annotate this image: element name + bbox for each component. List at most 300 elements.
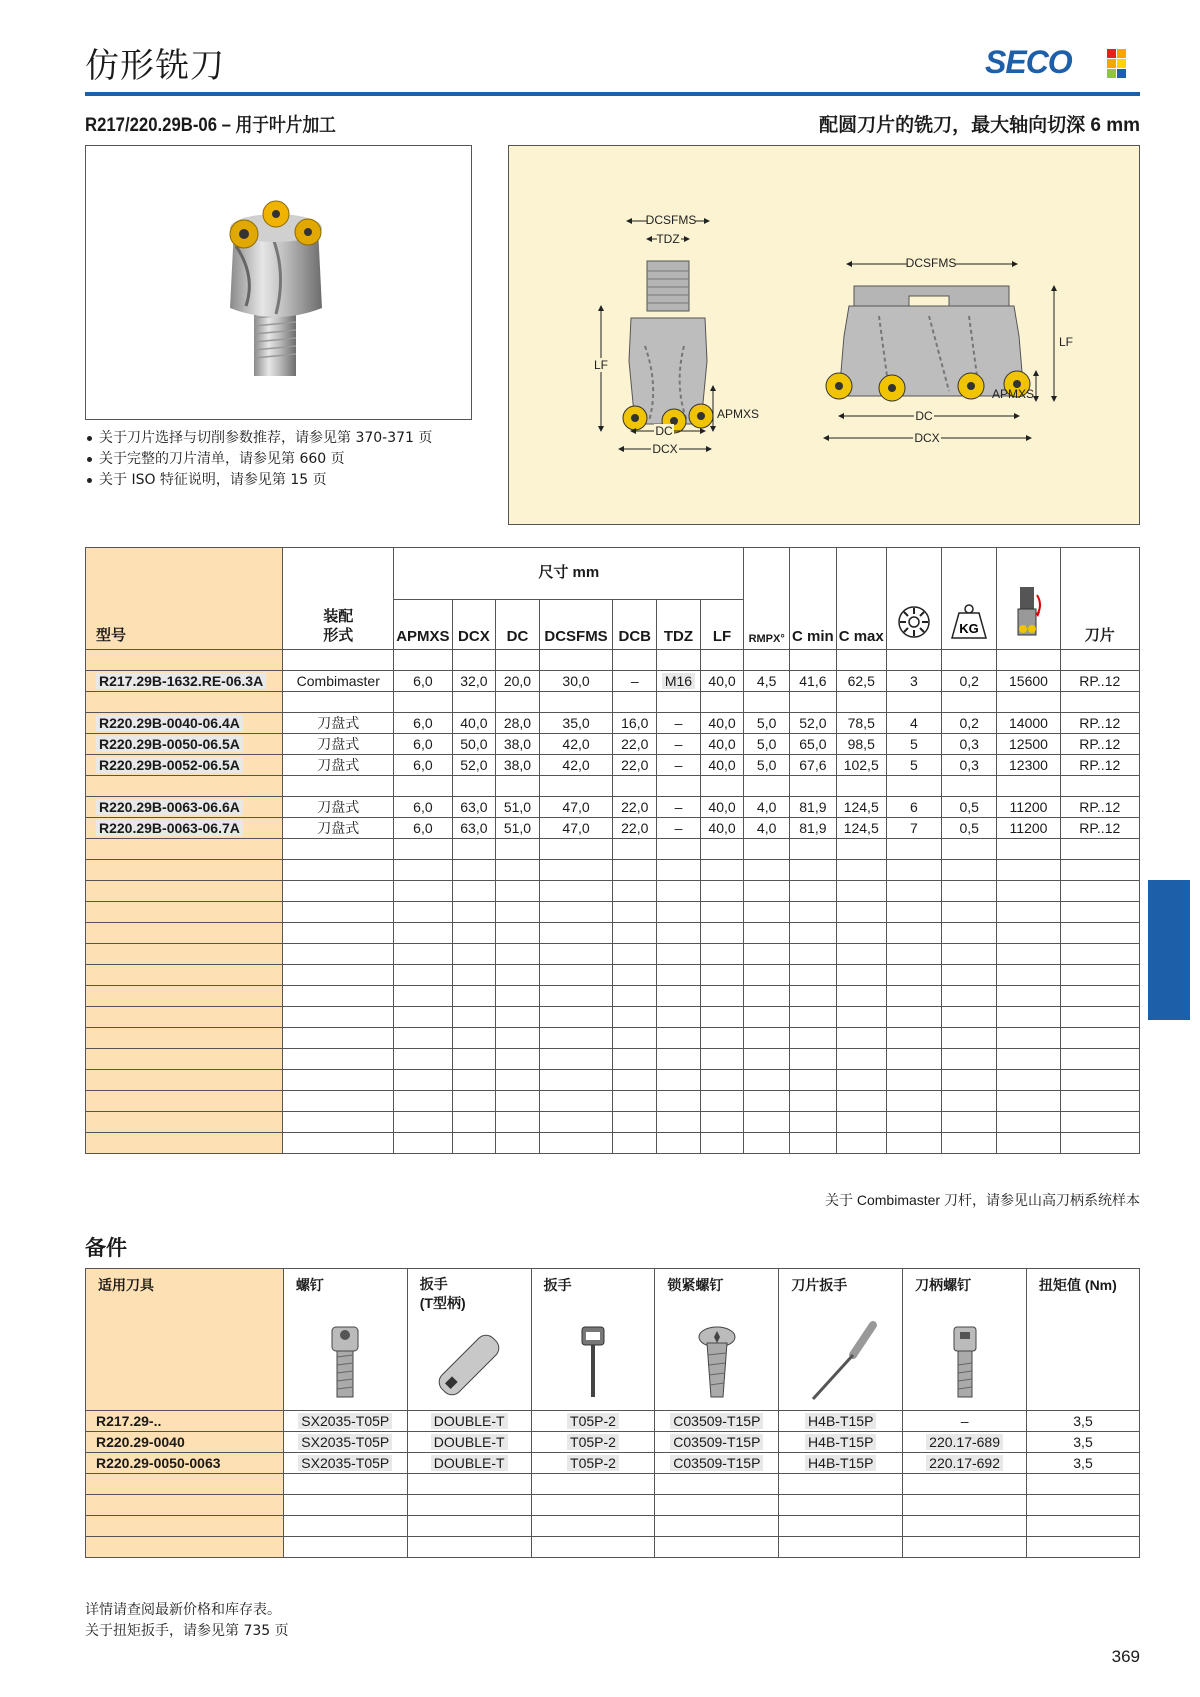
cell-dcb bbox=[613, 755, 657, 776]
empty-row bbox=[86, 1474, 1140, 1495]
spare-cell-wrench bbox=[531, 1432, 655, 1453]
cell-insert bbox=[1060, 650, 1139, 671]
cell-apmxs bbox=[394, 944, 452, 965]
cell-insert bbox=[1060, 1091, 1139, 1112]
empty-row bbox=[86, 881, 1140, 902]
cell-text: 40,0 bbox=[708, 715, 736, 731]
cell-text: 12300 bbox=[1009, 757, 1048, 773]
cell-apmxs bbox=[394, 650, 452, 671]
spare-header-insert-key bbox=[779, 1269, 903, 1411]
cell-text: 40,0 bbox=[708, 757, 736, 773]
cell-text: 22,0 bbox=[621, 736, 649, 752]
cell-z bbox=[886, 923, 941, 944]
header-lf: LF bbox=[700, 600, 743, 650]
cell-lf bbox=[700, 839, 743, 860]
dimension-diagram bbox=[508, 145, 1140, 525]
cell-dcsfms bbox=[539, 965, 613, 986]
spare-cell-wrench bbox=[531, 1453, 655, 1474]
spare-cell-torque bbox=[1027, 1432, 1140, 1453]
cell-text: 4,0 bbox=[756, 820, 777, 836]
cell-text: 5 bbox=[909, 757, 918, 773]
cell-text: 5 bbox=[909, 736, 918, 752]
cell-cmin bbox=[790, 1112, 837, 1133]
cell-lf bbox=[700, 1007, 743, 1028]
cell-text: 102,5 bbox=[843, 757, 879, 773]
cell-dcx bbox=[452, 818, 496, 839]
combimaster-note: 关于 Combimaster 刀杆，请参见山高刀柄系统样本 bbox=[824, 1192, 1140, 1208]
diagram-label-lf-right: LF bbox=[1059, 335, 1074, 349]
spare-row bbox=[86, 1432, 1140, 1453]
cell-dcb bbox=[613, 881, 657, 902]
spare-cell-shank-screw bbox=[903, 1453, 1027, 1474]
cell-cmax bbox=[836, 839, 886, 860]
cell-cmax bbox=[836, 1049, 886, 1070]
cell-cmax bbox=[836, 1091, 886, 1112]
header-dc: DC bbox=[496, 600, 539, 650]
cell-text: 47,0 bbox=[562, 799, 590, 815]
cell-dcsfms bbox=[539, 818, 613, 839]
header-teeth bbox=[886, 548, 941, 650]
cell-dcb bbox=[613, 1091, 657, 1112]
cell-kg bbox=[941, 944, 996, 965]
cell-rpm bbox=[997, 944, 1060, 965]
spare-cell-screw bbox=[283, 1474, 407, 1495]
spare-cell-screw bbox=[283, 1453, 407, 1474]
cell-cmax bbox=[836, 1028, 886, 1049]
header-apmxs: APMXS bbox=[394, 600, 452, 650]
cell-tdz bbox=[657, 797, 701, 818]
cell-tdz bbox=[657, 776, 701, 797]
cell-dc bbox=[496, 1049, 539, 1070]
cell-text: 0,2 bbox=[959, 715, 979, 731]
cell-dcx bbox=[452, 692, 496, 713]
cell-dcx bbox=[452, 1049, 496, 1070]
cell-cmax bbox=[836, 650, 886, 671]
cell-text: M16 bbox=[662, 673, 695, 689]
cell-text: 3,5 bbox=[1073, 1434, 1093, 1450]
cell-dcx bbox=[452, 1028, 496, 1049]
cell-dc bbox=[496, 965, 539, 986]
cell-text: 40,0 bbox=[708, 820, 736, 836]
cell-dcx bbox=[452, 839, 496, 860]
cell-dcx bbox=[452, 1112, 496, 1133]
cell-tdz bbox=[657, 860, 701, 881]
cell-rmpx bbox=[744, 944, 790, 965]
cell-mount bbox=[283, 944, 394, 965]
max-rpm-icon bbox=[1013, 583, 1043, 641]
cell-apmxs bbox=[394, 671, 452, 692]
cell-kg bbox=[941, 1091, 996, 1112]
screw-icon bbox=[330, 1325, 360, 1401]
spare-cell-tool bbox=[86, 1411, 284, 1432]
cell-kg bbox=[941, 1007, 996, 1028]
cell-text: R220.29B-0063-06.6A bbox=[96, 799, 243, 815]
cell-dcx bbox=[452, 986, 496, 1007]
cell-model bbox=[86, 1028, 283, 1049]
cell-text: T05P-2 bbox=[567, 1413, 619, 1429]
cell-dc bbox=[496, 881, 539, 902]
cell-z bbox=[886, 776, 941, 797]
cell-lf bbox=[700, 713, 743, 734]
empty-row bbox=[86, 1495, 1140, 1516]
logo-text: SECO bbox=[985, 44, 1072, 80]
spare-cell-wrench-t bbox=[407, 1537, 531, 1558]
spare-cell-shank-screw bbox=[903, 1516, 1027, 1537]
cell-dcb bbox=[613, 1133, 657, 1154]
header-cmax: C max bbox=[836, 548, 886, 650]
cell-text: R220.29B-0050-06.5A bbox=[96, 736, 243, 752]
cell-dcsfms bbox=[539, 1091, 613, 1112]
cell-cmin bbox=[790, 860, 837, 881]
seco-logo bbox=[985, 46, 1140, 78]
cell-rmpx bbox=[744, 902, 790, 923]
cell-mount bbox=[283, 713, 394, 734]
cell-lf bbox=[700, 1133, 743, 1154]
cell-text: 0,2 bbox=[959, 673, 979, 689]
cell-model bbox=[86, 734, 283, 755]
cell-rmpx bbox=[744, 965, 790, 986]
cell-z bbox=[886, 755, 941, 776]
cell-dcsfms bbox=[539, 986, 613, 1007]
cell-lf bbox=[700, 797, 743, 818]
cell-text: 81,9 bbox=[799, 799, 827, 815]
cell-dc bbox=[496, 860, 539, 881]
cell-text: 22,0 bbox=[621, 820, 649, 836]
cell-dc bbox=[496, 671, 539, 692]
cell-lf bbox=[700, 923, 743, 944]
cell-text: 3,5 bbox=[1073, 1455, 1093, 1471]
cell-text: R217.29-.. bbox=[96, 1413, 162, 1429]
spare-cell-wrench-t bbox=[407, 1474, 531, 1495]
cell-tdz bbox=[657, 902, 701, 923]
cell-rpm bbox=[997, 734, 1060, 755]
cell-text: 14000 bbox=[1009, 715, 1048, 731]
empty-row bbox=[86, 1028, 1140, 1049]
header-mount: 装配 形式 bbox=[283, 548, 394, 650]
cell-apmxs bbox=[394, 818, 452, 839]
cell-kg bbox=[941, 1112, 996, 1133]
cell-dcsfms bbox=[539, 860, 613, 881]
cell-dcb bbox=[613, 671, 657, 692]
cell-text: 40,0 bbox=[708, 673, 736, 689]
diagram-label-dcsfms: DCSFMS bbox=[645, 213, 697, 227]
spare-cell-wrench-t bbox=[407, 1432, 531, 1453]
cell-tdz bbox=[657, 1049, 701, 1070]
cell-dcb bbox=[613, 1028, 657, 1049]
cell-dcsfms bbox=[539, 839, 613, 860]
cell-lf bbox=[700, 692, 743, 713]
cell-dcsfms bbox=[539, 713, 613, 734]
cell-lf bbox=[700, 1091, 743, 1112]
cell-lf bbox=[700, 860, 743, 881]
cell-tdz bbox=[657, 692, 701, 713]
cell-dc bbox=[496, 1133, 539, 1154]
cell-text: 0,5 bbox=[959, 820, 979, 836]
cell-mount bbox=[283, 1133, 394, 1154]
diagram-label-dc: DC bbox=[655, 424, 673, 438]
cell-cmax bbox=[836, 797, 886, 818]
cell-dcsfms bbox=[539, 1049, 613, 1070]
cell-apmxs bbox=[394, 734, 452, 755]
cell-text: 63,0 bbox=[460, 820, 488, 836]
spare-cell-insert-key bbox=[779, 1411, 903, 1432]
cell-lf bbox=[700, 1028, 743, 1049]
cell-dc bbox=[496, 902, 539, 923]
cell-text: 41,6 bbox=[799, 673, 827, 689]
cell-cmax bbox=[836, 881, 886, 902]
cell-rpm bbox=[997, 860, 1060, 881]
cell-z bbox=[886, 1133, 941, 1154]
cell-cmin bbox=[790, 1007, 837, 1028]
cell-text: DOUBLE-T bbox=[431, 1455, 508, 1471]
cell-model bbox=[86, 818, 283, 839]
cell-rmpx bbox=[744, 1007, 790, 1028]
spare-cell-shank-screw bbox=[903, 1537, 1027, 1558]
cell-z bbox=[886, 881, 941, 902]
cell-dc bbox=[496, 1028, 539, 1049]
cell-rpm bbox=[997, 692, 1060, 713]
cell-dcx bbox=[452, 923, 496, 944]
cell-cmax bbox=[836, 860, 886, 881]
spare-cell-insert-key bbox=[779, 1432, 903, 1453]
cell-cmin bbox=[790, 776, 837, 797]
cell-z bbox=[886, 965, 941, 986]
empty-row bbox=[86, 1516, 1140, 1537]
cell-text: – bbox=[960, 1413, 969, 1429]
cell-insert bbox=[1060, 797, 1139, 818]
cell-mount bbox=[283, 818, 394, 839]
cell-apmxs bbox=[394, 776, 452, 797]
cell-dcsfms bbox=[539, 734, 613, 755]
cell-dcsfms bbox=[539, 650, 613, 671]
cell-text: – bbox=[674, 757, 683, 773]
cell-apmxs bbox=[394, 797, 452, 818]
diagram-label-dcx-right: DCX bbox=[914, 431, 940, 445]
cell-kg bbox=[941, 713, 996, 734]
cell-text: R220.29-0050-0063 bbox=[96, 1455, 221, 1471]
cell-cmin bbox=[790, 902, 837, 923]
cell-text: 5,0 bbox=[756, 715, 777, 731]
cell-insert bbox=[1060, 902, 1139, 923]
cell-text: SX2035-T05P bbox=[298, 1455, 392, 1471]
empty-row bbox=[86, 923, 1140, 944]
kg-label: KG bbox=[959, 621, 979, 636]
cell-text: 刀盘式 bbox=[317, 799, 360, 815]
cell-text: RP..12 bbox=[1079, 736, 1121, 752]
spare-cell-tool bbox=[86, 1453, 284, 1474]
cell-tdz bbox=[657, 986, 701, 1007]
cell-lf bbox=[700, 755, 743, 776]
cell-dcsfms bbox=[539, 1070, 613, 1091]
cell-tdz bbox=[657, 1070, 701, 1091]
spare-cell-torque bbox=[1027, 1495, 1140, 1516]
cell-kg bbox=[941, 1070, 996, 1091]
cell-cmax bbox=[836, 1007, 886, 1028]
cell-text: – bbox=[674, 736, 683, 752]
cell-z bbox=[886, 1049, 941, 1070]
cell-z bbox=[886, 650, 941, 671]
cell-apmxs bbox=[394, 692, 452, 713]
shank-screw-label: 刀柄螺钉 bbox=[915, 1277, 972, 1293]
spare-cell-insert-key bbox=[779, 1537, 903, 1558]
cell-mount bbox=[283, 734, 394, 755]
cell-dcsfms bbox=[539, 671, 613, 692]
cell-text: 35,0 bbox=[562, 715, 590, 731]
cell-rmpx bbox=[744, 881, 790, 902]
cell-rpm bbox=[997, 1070, 1060, 1091]
cell-rmpx bbox=[744, 650, 790, 671]
cell-kg bbox=[941, 692, 996, 713]
cell-lf bbox=[700, 944, 743, 965]
lock-screw-label: 锁紧螺钉 bbox=[667, 1277, 724, 1293]
cell-model bbox=[86, 650, 283, 671]
spare-cell-torque bbox=[1027, 1516, 1140, 1537]
cell-text: 5,0 bbox=[756, 736, 777, 752]
cell-insert bbox=[1060, 860, 1139, 881]
cell-lf bbox=[700, 650, 743, 671]
cell-cmin bbox=[790, 944, 837, 965]
cell-rpm bbox=[997, 776, 1060, 797]
cell-lf bbox=[700, 965, 743, 986]
cell-insert bbox=[1060, 776, 1139, 797]
footer-line: 关于扭矩扳手，请参见第 735 页 bbox=[85, 1623, 289, 1639]
cell-model bbox=[86, 986, 283, 1007]
cell-rpm bbox=[997, 965, 1060, 986]
cell-z bbox=[886, 671, 941, 692]
cell-dcx bbox=[452, 881, 496, 902]
cell-rmpx bbox=[744, 860, 790, 881]
cell-rpm bbox=[997, 1007, 1060, 1028]
table-row bbox=[86, 797, 1140, 818]
cell-cmin bbox=[790, 797, 837, 818]
cell-mount bbox=[283, 671, 394, 692]
cell-text: 11200 bbox=[1009, 820, 1048, 836]
cell-lf bbox=[700, 986, 743, 1007]
insert-key-label: 刀片扳手 bbox=[791, 1277, 848, 1293]
header-cmin: C min bbox=[790, 548, 837, 650]
cell-insert bbox=[1060, 1070, 1139, 1091]
cell-text: RP..12 bbox=[1079, 757, 1121, 773]
t-handle-wrench-icon bbox=[429, 1325, 509, 1405]
spare-cell-lock-screw bbox=[655, 1453, 779, 1474]
cell-lf bbox=[700, 1112, 743, 1133]
cell-kg bbox=[941, 986, 996, 1007]
cell-insert bbox=[1060, 671, 1139, 692]
cell-text: 5,0 bbox=[756, 757, 777, 773]
cell-rpm bbox=[997, 923, 1060, 944]
cell-rpm bbox=[997, 1091, 1060, 1112]
cell-rpm bbox=[997, 839, 1060, 860]
cell-cmin bbox=[790, 818, 837, 839]
footer-line: 详情请查阅最新价格和库存表。 bbox=[85, 1602, 281, 1618]
cell-cmin bbox=[790, 1028, 837, 1049]
cell-cmin bbox=[790, 1049, 837, 1070]
cell-z bbox=[886, 1070, 941, 1091]
cell-kg bbox=[941, 965, 996, 986]
header-dimensions: 尺寸 mm bbox=[394, 548, 744, 600]
cell-text: 220.17-689 bbox=[926, 1434, 1003, 1450]
note-item: 关于刀片选择与切削参数推荐，请参见第 370-371 页 bbox=[85, 428, 432, 449]
cell-apmxs bbox=[394, 902, 452, 923]
cell-insert bbox=[1060, 1133, 1139, 1154]
cell-apmxs bbox=[394, 1091, 452, 1112]
cell-cmax bbox=[836, 923, 886, 944]
cell-text: R220.29B-0052-06.5A bbox=[96, 757, 243, 773]
cell-cmin bbox=[790, 713, 837, 734]
cell-text: RP..12 bbox=[1079, 715, 1121, 731]
cell-dc bbox=[496, 650, 539, 671]
cell-lf bbox=[700, 1070, 743, 1091]
cell-tdz bbox=[657, 839, 701, 860]
spare-header-tool: 适用刀具 bbox=[86, 1269, 284, 1411]
cell-dcsfms bbox=[539, 1112, 613, 1133]
cell-model bbox=[86, 944, 283, 965]
cell-dcx bbox=[452, 944, 496, 965]
spare-cell-wrench-t bbox=[407, 1516, 531, 1537]
cell-text: 220.17-692 bbox=[926, 1455, 1003, 1471]
empty-row bbox=[86, 1537, 1140, 1558]
cell-cmin bbox=[790, 734, 837, 755]
page-title: 仿形铣刀 bbox=[85, 46, 225, 86]
spare-cell-screw bbox=[283, 1516, 407, 1537]
spare-cell-lock-screw bbox=[655, 1411, 779, 1432]
cell-text: 78,5 bbox=[847, 715, 875, 731]
header-model: 型号 bbox=[86, 548, 283, 650]
cell-apmxs bbox=[394, 923, 452, 944]
cell-rmpx bbox=[744, 671, 790, 692]
spare-cell-insert-key bbox=[779, 1474, 903, 1495]
header-tdz: TDZ bbox=[657, 600, 701, 650]
cell-z bbox=[886, 692, 941, 713]
cell-text: 63,0 bbox=[460, 799, 488, 815]
spare-cell-torque bbox=[1027, 1474, 1140, 1495]
empty-row bbox=[86, 1112, 1140, 1133]
spare-cell-shank-screw bbox=[903, 1411, 1027, 1432]
empty-row bbox=[86, 1049, 1140, 1070]
cell-text: T05P-2 bbox=[567, 1455, 619, 1471]
cell-dcsfms bbox=[539, 1007, 613, 1028]
cell-text: 11200 bbox=[1009, 799, 1048, 815]
cell-text: 38,0 bbox=[503, 757, 532, 773]
screwdriver-icon bbox=[801, 1319, 881, 1405]
cell-apmxs bbox=[394, 713, 452, 734]
diagram-label-apmxs-right: APMXS bbox=[992, 387, 1035, 401]
cell-text: 20,0 bbox=[503, 673, 532, 689]
cell-dcb bbox=[613, 776, 657, 797]
shank-screw-icon bbox=[950, 1325, 980, 1401]
cell-kg bbox=[941, 1133, 996, 1154]
cell-text: 0,5 bbox=[959, 799, 979, 815]
spare-parts-table bbox=[85, 1268, 1140, 1558]
cell-mount bbox=[283, 1007, 394, 1028]
cell-dc bbox=[496, 1091, 539, 1112]
cell-text: RP..12 bbox=[1079, 820, 1121, 836]
cell-text: 7 bbox=[909, 820, 918, 836]
screw-label: 螺钉 bbox=[295, 1277, 324, 1293]
cell-cmax bbox=[836, 818, 886, 839]
cell-insert bbox=[1060, 923, 1139, 944]
cell-text: 124,5 bbox=[843, 820, 879, 836]
cell-cmin bbox=[790, 650, 837, 671]
cell-dcb bbox=[613, 1049, 657, 1070]
cell-tdz bbox=[657, 713, 701, 734]
wrench-label: 扳手 bbox=[543, 1277, 572, 1293]
cell-dc bbox=[496, 1007, 539, 1028]
cell-cmax bbox=[836, 734, 886, 755]
cell-dcb bbox=[613, 692, 657, 713]
cell-z bbox=[886, 902, 941, 923]
spare-header-wrench-t bbox=[407, 1269, 531, 1411]
